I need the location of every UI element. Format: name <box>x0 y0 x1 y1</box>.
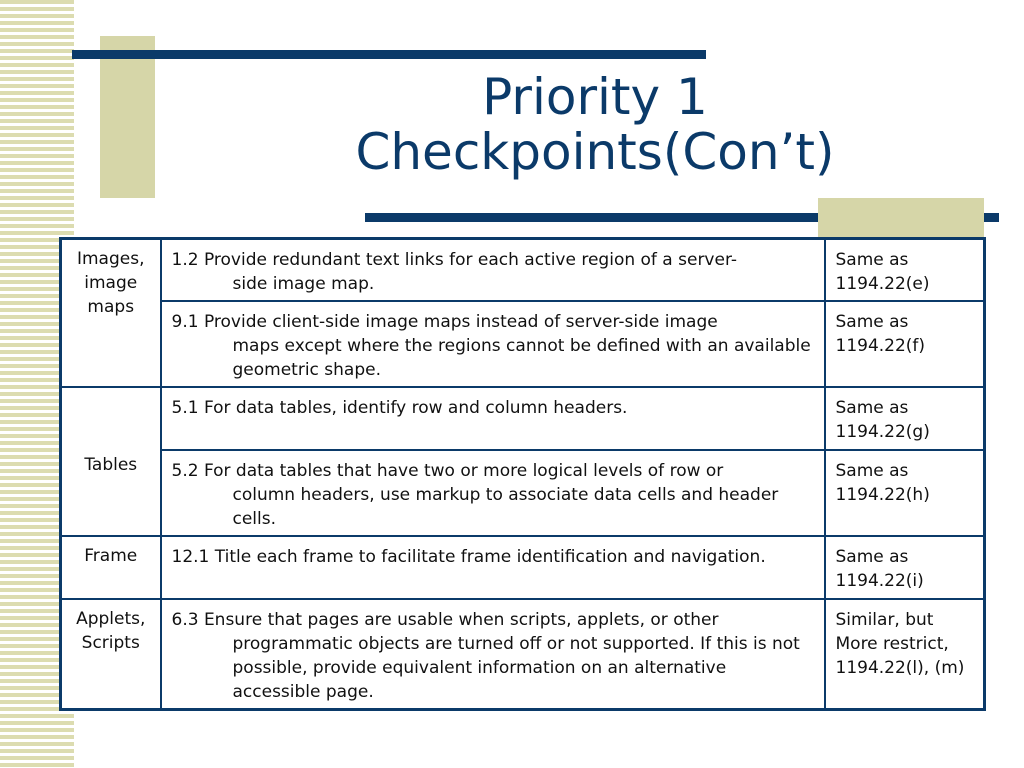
description-continuation: programmatic objects are turned off or not supported. If this is not possible, provide equivalent information on an alternative accessible page. <box>232 634 800 702</box>
reference-line: Same as <box>835 312 909 332</box>
description-first-line: 6.3 Ensure that pages are usable when scripts, applets, or other <box>171 610 719 630</box>
reference-line: Same as <box>835 547 909 567</box>
section-508-reference <box>825 536 985 599</box>
table-row <box>61 301 985 387</box>
slide-title-line-1: Priority 1 <box>482 68 708 126</box>
checkpoint-description <box>161 387 825 450</box>
description-first-line: 12.1 Title each frame to facilitate frame identification and navigation. <box>171 547 766 567</box>
checkpoint-description <box>161 301 825 387</box>
category-cell <box>61 599 161 710</box>
category-label: Tables <box>84 454 138 475</box>
reference-line: Same as <box>835 250 909 270</box>
section-508-reference <box>825 239 985 302</box>
category-label: Images, image maps <box>76 249 145 317</box>
checkpoint-description <box>161 450 825 536</box>
description-first-line: 5.2 For data tables that have two or more logical levels of row or <box>171 461 724 481</box>
reference-line: Same as <box>835 461 909 481</box>
title-bar-top <box>72 50 706 59</box>
checkpoints-table <box>59 237 986 711</box>
accent-block-top <box>100 36 155 198</box>
description-continuation: maps except where the regions cannot be defined with an available geometric shape. <box>232 336 811 380</box>
reference-line: Similar, but <box>835 610 934 630</box>
checkpoint-description <box>161 536 825 599</box>
description-first-line: 5.1 For data tables, identify row and column headers. <box>171 398 628 418</box>
table-row <box>61 450 985 536</box>
description-first-line: 9.1 Provide client-side image maps instead of server-side image <box>171 312 718 332</box>
category-label: Applets, Scripts <box>76 609 146 653</box>
description-continuation: column headers, use markup to associate data cells and header cells. <box>232 485 779 529</box>
reference-line: 1194.22(g) <box>835 422 930 442</box>
section-508-reference <box>825 387 985 450</box>
reference-line: More restrict, <box>835 634 949 654</box>
slide-title-line-2: Checkpoints(Con’t) <box>355 123 835 181</box>
table-row <box>61 387 985 450</box>
description-first-line: 1.2 Provide redundant text links for each active region of a server- <box>171 250 737 270</box>
section-508-reference <box>825 450 985 536</box>
slide-title <box>260 70 930 180</box>
checkpoint-description <box>161 599 825 710</box>
reference-line: 1194.22(h) <box>835 485 930 505</box>
table-row <box>61 239 985 302</box>
reference-line: 1194.22(i) <box>835 571 924 591</box>
category-cell <box>61 239 161 388</box>
category-label: Frame <box>84 546 138 566</box>
checkpoint-description <box>161 239 825 302</box>
reference-line: Same as <box>835 398 909 418</box>
category-cell <box>61 536 161 599</box>
table-row <box>61 599 985 710</box>
reference-line: 1194.22(l), (m) <box>835 658 965 678</box>
reference-line: 1194.22(f) <box>835 336 926 356</box>
accent-block-right <box>818 198 984 238</box>
category-cell <box>61 387 161 536</box>
reference-line: 1194.22(e) <box>835 274 930 294</box>
section-508-reference <box>825 301 985 387</box>
section-508-reference <box>825 599 985 710</box>
description-continuation: side image map. <box>232 274 375 294</box>
table-row <box>61 536 985 599</box>
